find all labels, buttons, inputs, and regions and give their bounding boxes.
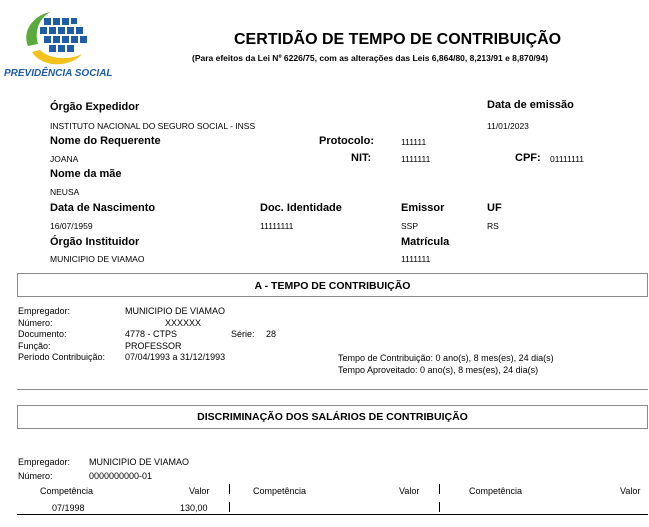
row-competencia: 07/1998 (52, 503, 85, 513)
section-b-title: DISCRIMINAÇÃO DOS SALÁRIOS DE CONTRIBUIÇÃO (197, 411, 468, 423)
b-empregador-value: MUNICIPIO DE VIAMAO (89, 457, 190, 467)
requerente-label: Nome do Requerente (50, 135, 161, 147)
col-valor-1: Valor (189, 486, 210, 496)
col-competencia-2: Competência (253, 486, 307, 496)
a-tempo-aproveitado: Tempo Aproveitado: 0 ano(s), 8 mes(es), 24 dia(s) (338, 365, 539, 375)
orgao-expedidor-value: INSTITUTO NACIONAL DO SEGURO SOCIAL - INSS (50, 121, 256, 131)
orgao-instituidor-label: Órgão Instituidor (50, 236, 140, 248)
data-emissao-value: 11/01/2023 (487, 121, 529, 131)
col-competencia-3: Competência (469, 486, 523, 496)
data-emissao-label: Data de emissão (487, 99, 574, 111)
doc-identidade-label: Doc. Identidade (260, 202, 342, 214)
cpf-label: CPF: (515, 152, 541, 164)
protocolo-value: 111111 (401, 137, 427, 147)
a-documento-label: Documento: (18, 329, 67, 339)
nascimento-label: Data de Nascimento (50, 202, 156, 214)
row-underline (17, 514, 648, 515)
col-valor-3: Valor (620, 486, 641, 496)
a-numero-value: XXXXXX (165, 318, 202, 328)
mae-value: NEUSA (50, 187, 80, 197)
column-divider (229, 502, 230, 512)
a-funcao-label: Função: (18, 341, 51, 351)
page-subtitle: (Para efeitos da Lei Nº 6226/75, com as alterações das Leis 6,864/80, 8,213/91 e 8,870/94) (192, 53, 549, 63)
orgao-instituidor-value: MUNICIPIO DE VIAMAO (50, 254, 145, 264)
requerente-value: JOANA (50, 154, 79, 164)
orgao-expedidor-label: Órgão Expedidor (50, 101, 140, 113)
section-divider (17, 389, 648, 390)
a-tempo-contribuicao: Tempo de Contribuição: 0 ano(s), 8 mes(es), 24 dia(s) (338, 353, 554, 363)
nascimento-value: 16/07/1959 (50, 221, 93, 231)
nit-label: NIT: (351, 152, 372, 164)
column-divider (229, 484, 230, 494)
row-valor: 130,00 (180, 503, 208, 513)
a-empregador-label: Empregador: (18, 306, 71, 316)
matricula-label: Matrícula (401, 236, 450, 248)
a-periodo-label: Período Contribuição: (18, 352, 106, 362)
col-valor-2: Valor (399, 486, 420, 496)
col-competencia-1: Competência (40, 486, 94, 496)
a-periodo-value: 07/04/1993 a 31/12/1993 (125, 352, 226, 362)
section-a-header (17, 273, 648, 297)
column-divider (439, 502, 440, 512)
a-funcao-value: PROFESSOR (125, 341, 182, 351)
protocolo-label: Protocolo: (319, 135, 374, 147)
b-numero-label: Número: (18, 471, 53, 481)
previdencia-logo (18, 8, 108, 70)
emissor-label: Emissor (401, 202, 445, 214)
previdencia-logo-icon (18, 8, 108, 70)
emissor-value: SSP (401, 221, 419, 231)
mae-label: Nome da mãe (50, 168, 122, 180)
doc-identidade-value: 11111111 (260, 221, 294, 231)
page-title: CERTIDÃO DE TEMPO DE CONTRIBUIÇÃO (234, 31, 562, 48)
nit-value: 1111111 (401, 154, 431, 164)
b-empregador-label: Empregador: (18, 457, 71, 467)
column-divider (439, 484, 440, 494)
section-a-title: A - TEMPO DE CONTRIBUIÇÃO (254, 280, 411, 292)
b-numero-value: 0000000000-01 (89, 471, 153, 481)
matricula-value: 1111111 (401, 254, 431, 264)
uf-value: RS (487, 221, 499, 231)
brand-name: PREVIDÊNCIA SOCIAL (4, 68, 113, 79)
section-b-header (17, 405, 648, 429)
cpf-value: 01111111 (550, 154, 585, 164)
uf-label: UF (487, 202, 502, 214)
a-numero-label: Número: (18, 318, 53, 328)
a-serie-value: 28 (266, 329, 277, 339)
a-empregador-value: MUNICIPIO DE VIAMAO (125, 306, 226, 316)
a-serie-label: Série: (231, 329, 255, 339)
a-documento-value: 4778 - CTPS (125, 329, 178, 339)
